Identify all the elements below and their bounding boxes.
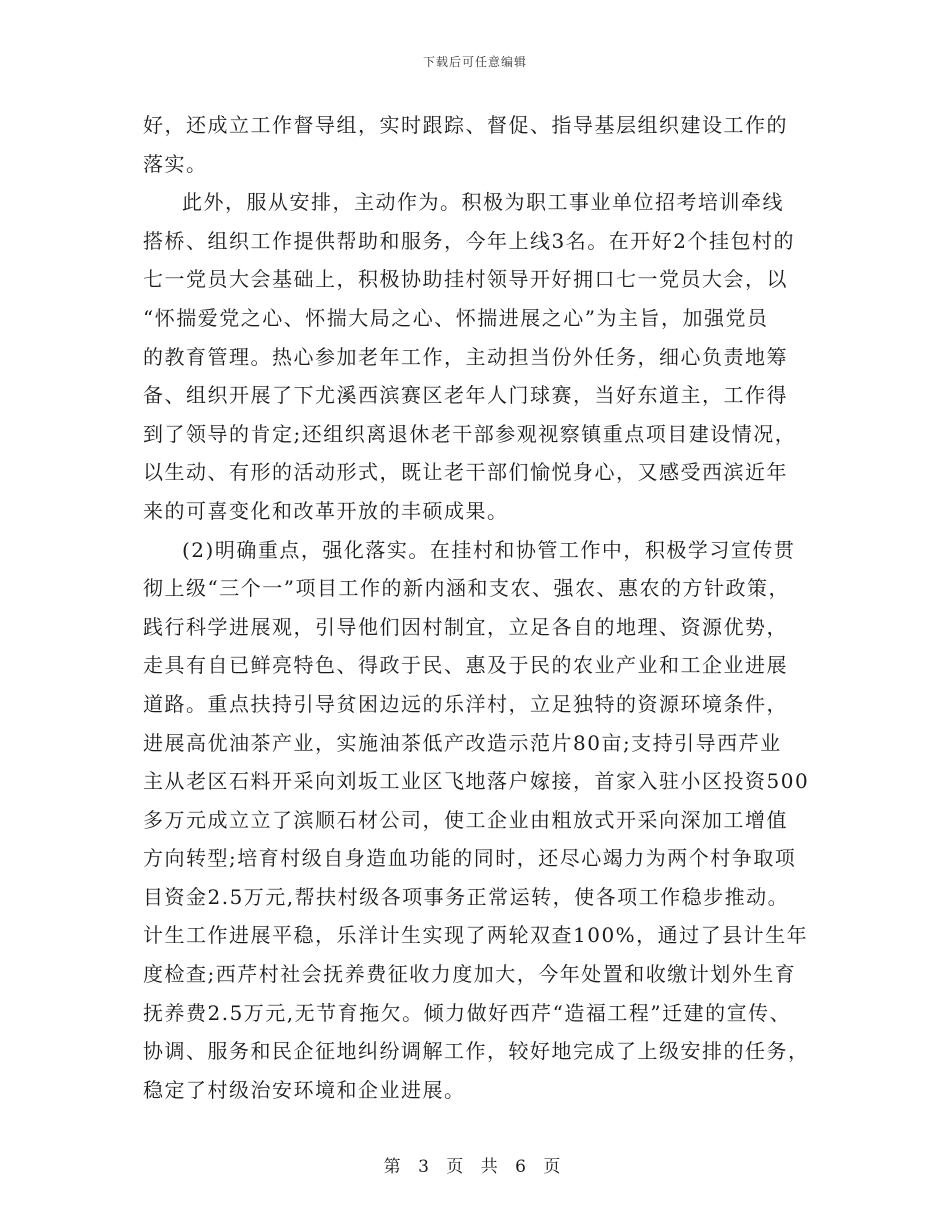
text-line: 计生工作进展平稳，乐洋计生实现了两轮双查100%，通过了县计生年 (143, 923, 809, 948)
text-line: 抚养费2.5万元,无节育拖欠。倾力做好西芹“造福工程”迁建的宣传、 (143, 1000, 792, 1025)
text-line: 七一党员大会基础上，积极协助挂村领导开好拥口七一党员大会，以 (143, 267, 788, 292)
text-line: 好，还成立工作督导组，实时跟踪、督促、指导基层组织建设工作的 (143, 113, 788, 137)
page-header: 下载后可任意编辑 (422, 55, 527, 69)
text-line: 践行科学进展观，引导他们因村制宜，立足各自的地理、资源优势， (143, 614, 788, 639)
text-line: 来的可喜变化和改革开放的丰硕成果。 (143, 498, 509, 523)
text-line: 主从老区石料开采向刘坂工业区飞地落户嫁接，首家入驻小区投资500 (143, 769, 810, 794)
text-line: (2)明确重点，强化落实。在挂村和协管工作中，积极学习宣传贯 (182, 537, 796, 562)
text-line: 搭桥、组织工作提供帮助和服务，今年上线3名。在开好2个挂包村的 (143, 228, 795, 253)
text-line: 道路。重点扶持引导贫困边远的乐洋村，立足独特的资源环境条件， (143, 691, 788, 716)
text-line: 方向转型;培育村级自身造血功能的同时，还尽心竭力为两个村争取项 (143, 846, 797, 871)
text-line: 此外，服从安排，主动作为。积极为职工事业单位招考培训牵线 (182, 190, 784, 215)
text-line: 落实。 (143, 151, 208, 176)
text-line: 备、组织开展了下尤溪西滨赛区老年人门球赛，当好东道主，工作得 (143, 383, 788, 408)
text-line: 度检查;西芹村社会抚养费征收力度加大，今年处置和收缴计划外生育 (143, 962, 797, 987)
text-line: 稳定了村级治安环境和企业进展。 (143, 1077, 466, 1102)
text-line: 的教育管理。热心参加老年工作，主动担当份外任务，细心负责地筹 (143, 344, 788, 369)
text-line: 多万元成立立了滨顺石材公司，使工企业由粗放式开采向深加工增值 (143, 807, 788, 832)
text-line: 进展高优油茶产业，实施油茶低产改造示范片80亩;支持引导西芹业 (143, 730, 782, 755)
text-line: 以生动、有形的活动形式，既让老干部们愉悦身心，又感受西滨近年 (143, 460, 788, 485)
text-line: 彻上级“三个一”项目工作的新内涵和支农、强农、惠农的方针政策， (143, 576, 790, 601)
page-number: 第 3 页 共 6 页 (383, 1157, 567, 1177)
text-line: 走具有自已鲜亮特色、得政于民、惠及于民的农业产业和工企业进展 (143, 653, 788, 678)
text-line: “怀揣爱党之心、怀揣大局之心、怀揣进展之心”为主旨，加强党员 (143, 305, 769, 330)
text-line: 目资金2.5万元,帮扶村级各项事务正常运转，使各项工作稳步推动。 (143, 884, 790, 909)
document-body (143, 106, 813, 1109)
text-line: 到了领导的肯定;还组织离退休老干部参观视察镇重点项目建设情况， (143, 421, 797, 446)
text-line: 协调、服务和民企征地纠纷调解工作，较好地完成了上级安排的任务， (143, 1039, 810, 1064)
